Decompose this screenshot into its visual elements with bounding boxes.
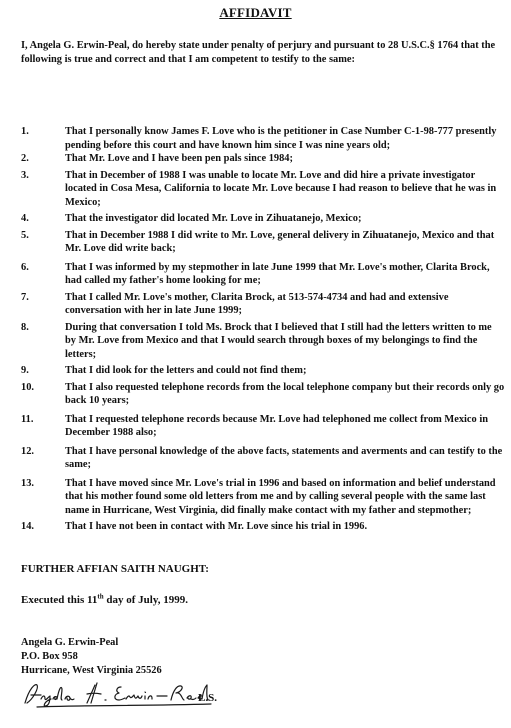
statement-item	[21, 152, 505, 166]
statement-item	[21, 212, 505, 226]
statement-item	[21, 381, 505, 408]
intro-paragraph: I, Angela G. Erwin-Peal, do hereby state under penalty of perjury and pursuant to 28 U.S.C.§ 1764 that the following is true and correct and that I am competent to testify to the same:	[21, 40, 496, 65]
statement-item	[21, 229, 505, 256]
seal-mark: L.S.	[198, 692, 217, 704]
statement-number: 9.	[21, 365, 29, 376]
statement-number: 3.	[21, 169, 29, 181]
statement-item	[21, 445, 505, 472]
statement-text: That I requested telephone records because Mr. Love had telephoned me collect from Mexico in December 1988 also;	[65, 413, 488, 438]
statement-item	[21, 477, 505, 518]
city-state-zip: Hurricane, West Virginia 25526	[21, 665, 162, 676]
statement-item	[21, 520, 505, 534]
statement-text: That I also requested telephone records from the local telephone company but their records only go back 10 years;	[65, 381, 505, 406]
statement-text: That in December 1988 I did write to Mr. Love, general delivery in Zihuatanejo, Mexico and that Mr. Love did write back;	[65, 229, 495, 254]
statement-number: 10.	[21, 381, 34, 393]
po-box: P.O. Box 958	[21, 651, 78, 662]
statement-item	[21, 169, 505, 210]
signer-name: Angela G. Erwin-Peal	[21, 637, 119, 648]
statement-item	[21, 321, 505, 362]
statement-number: 12.	[21, 445, 34, 457]
statement-text: That in December of 1988 I was unable to locate Mr. Love and did hire a private investigator located in Cosa Mesa, California to locate Mr. Love because I had reason to believe that he was in Mexico;	[65, 169, 497, 208]
statement-text: That I have not been in contact with Mr. Love since his trial in 1996.	[65, 521, 368, 532]
statement-text: That I did look for the letters and could not find them;	[65, 365, 307, 376]
signer-address	[21, 636, 162, 678]
statement-text: That Mr. Love and I have been pen pals since 1984;	[65, 153, 293, 164]
statement-text: That I called Mr. Love's mother, Clarita Brock, at 513-574-4734 and had and extensive conversation with her in late June 1999;	[65, 291, 449, 316]
statement-number: 5.	[21, 229, 29, 241]
statement-number: 13.	[21, 477, 34, 489]
statement-item	[21, 125, 505, 152]
execution-date: Executed this 11th day of July, 1999.	[21, 592, 188, 606]
statement-item	[21, 413, 505, 440]
statement-text: That I have moved since Mr. Love's trial in 1996 and based on information and belief understand that his mother found some old letters from me and by calling several people with the same last name in Hurricane, West Virginia, did finally make contact with my father and stepmother;	[65, 477, 496, 516]
statement-item	[21, 291, 505, 318]
statement-number: 4.	[21, 213, 29, 224]
statement-number: 8.	[21, 321, 29, 333]
statement-text: That I personally know James F. Love who is the petitioner in Case Number C-1-98-777 presently pending before this court and have known him since I was nine years old;	[65, 126, 497, 151]
statement-number: 6.	[21, 261, 29, 273]
statement-text: That I was informed by my stepmother in late June 1999 that Mr. Love's mother, Clarita Brock, had called my father's home looking for me;	[65, 261, 490, 286]
statement-number: 11.	[21, 413, 34, 425]
statement-text: That the investigator did located Mr. Love in Zihuatanejo, Mexico;	[65, 213, 362, 224]
document-title: AFFIDAVIT	[219, 5, 292, 20]
statement-number: 1.	[21, 126, 29, 137]
closing-statement: FURTHER AFFIAN SAITH NAUGHT:	[21, 563, 209, 575]
statement-item	[21, 364, 505, 378]
statement-item	[21, 261, 505, 288]
affidavit-statements	[21, 125, 505, 534]
statement-text: That I have personal knowledge of the above facts, statements and averments and can testify to the same;	[65, 445, 503, 470]
statement-text: During that conversation I told Ms. Brock that I believed that I still had the letters written to me by Mr. Love from Mexico and that I would search through boxes of my belongings to find the letters;	[65, 321, 492, 360]
statement-number: 7.	[21, 291, 29, 303]
statement-number: 14.	[21, 521, 34, 532]
statement-number: 2.	[21, 153, 29, 164]
